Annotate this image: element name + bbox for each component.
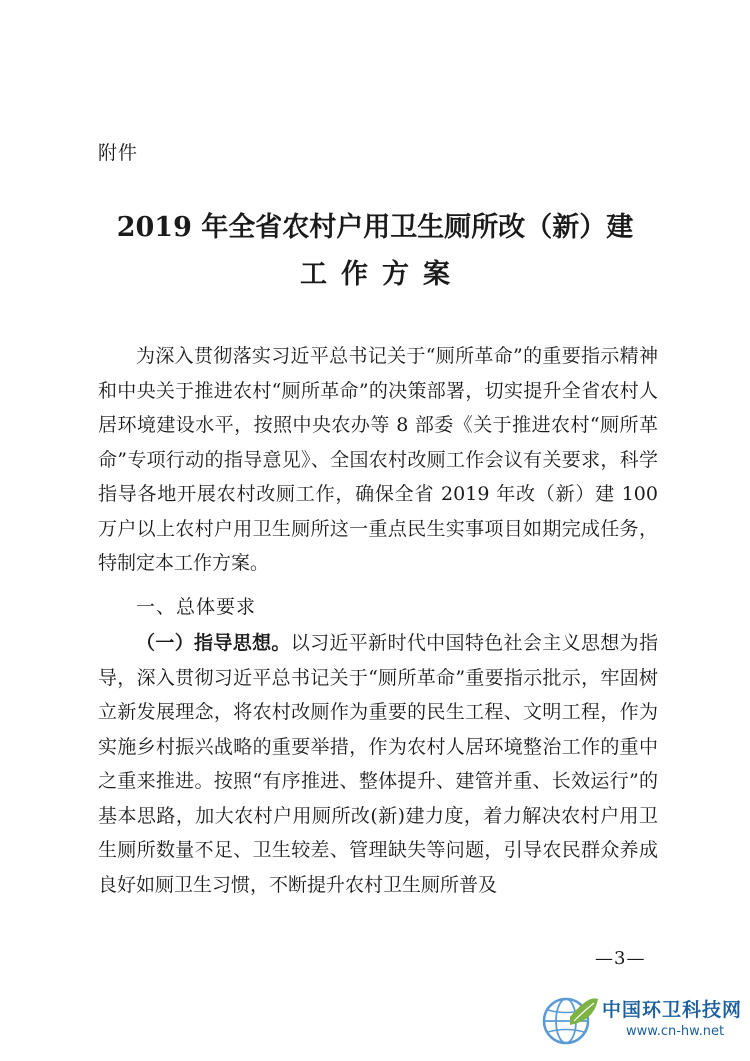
guiding-ideology-body: 以习近平新时代中国特色社会主义思想为指导，深入贯彻习近平总书记关于“厕所革命”重要指示批示，牢固树立新发展理念，将农村改厕作为重要的民生工程、文明工程，作为实施乡村振兴战略的重要举措，作为农村人居环境整治工作的重中之重来推进。按照“有序推进、整体提升、建管并重、长效运行”的基本思路，加大农村户用厕所改(新)建力度，着力解决农村户用卫生厕所数量不足、卫生较差、管理缺失等问题，引导农民群众养成良好如厕卫生习惯，不断提升农村卫生厕所普及: [98, 632, 658, 896]
guiding-ideology-lead: （一）指导思想。: [136, 632, 291, 654]
watermark-url: www.cn-hw.net: [626, 1024, 725, 1039]
intro-paragraph: 为深入贯彻落实习近平总书记关于“厕所革命”的重要指示精神和中央关于推进农村“厕所革命”的决策部署，切实提升全省农村人居环境建设水平，按照中央农办等 8 部委《关于推进农村“厕所革命”专项行动的指导意见》、全国农村改厕工作会议有关要求，科学指导各地开展农村改厕工作，确保全省 2019 年改（新）建 100 万户以上农村户用卫生厕所这一重点民生实事项目如期完成任务，特制定本工作方案。: [98, 345, 658, 574]
section-heading-general-requirements: 一、总体要求: [136, 596, 257, 618]
attachment-label: 附件: [98, 142, 139, 164]
guiding-ideology-paragraph: [98, 626, 658, 902]
document-title-line1: 2019 年全省农村户用卫生厕所改（新）建: [116, 212, 634, 243]
document-title-line2: 工作方案: [300, 259, 464, 290]
page-number: —3—: [595, 948, 646, 969]
watermark: [540, 987, 745, 1053]
watermark-site-name: 中国环卫科技网: [602, 999, 743, 1021]
globe-leaf-logo-icon: [540, 991, 600, 1049]
